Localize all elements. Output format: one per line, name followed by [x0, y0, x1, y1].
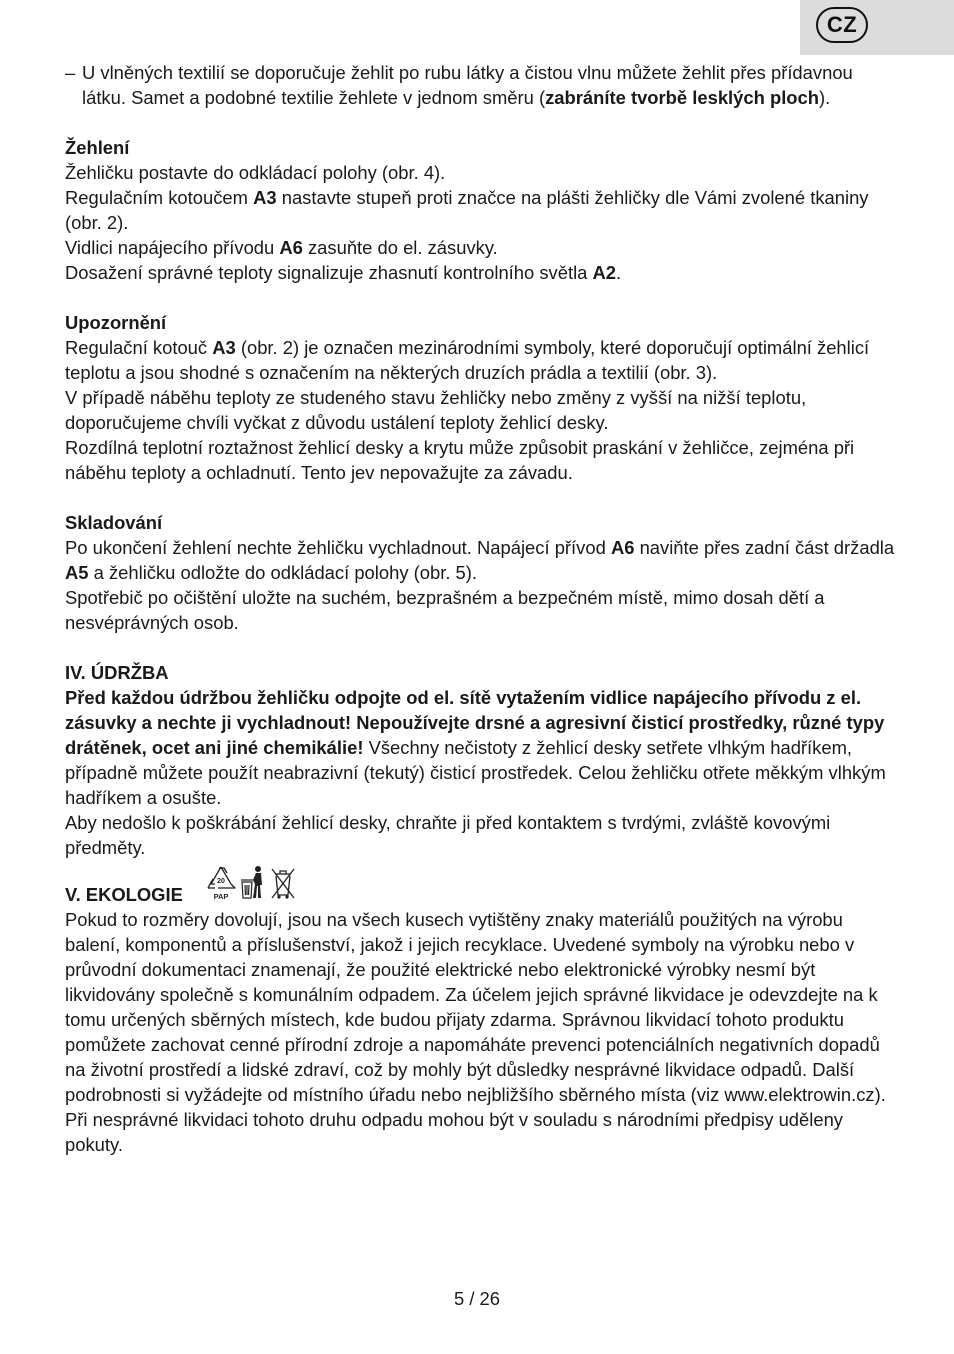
section-maintenance [65, 660, 895, 860]
svg-text:PAP: PAP [213, 892, 229, 901]
paragraph: Dosažení správné teploty signalizuje zhasnutí kontrolního světla A2. [65, 262, 622, 283]
section-title-ironing: Žehlení [65, 137, 130, 158]
paragraph: V případě náběhu teploty ze studeného stavu žehličky nebo změny z vyšší na nižší teplotu, doporučujeme chvíli vyčkat z důvodu ustálení teploty žehlicí desky. [65, 387, 807, 433]
wool-ironing-note: – U vlněných textilií se doporučuje žehlit po rubu látky a čistou vlnu můžete žehlit přes přídavnou látku. Samet a podobné textilie žehlete v jednom směru (zabráníte tvorbě lesklých ploch). [65, 62, 853, 108]
bullet-dash: – [65, 62, 76, 83]
section-title-storage: Skladování [65, 512, 163, 533]
paragraph: Vidlici napájecího přívodu A6 zasuňte do el. zásuvky. [65, 237, 498, 258]
section-warning [65, 310, 895, 485]
paragraph: Aby nedošlo k poškrábání žehlicí desky, chraňte ji před kontaktem s tvrdými, zvláště kovovými předměty. [65, 812, 831, 858]
paragraph: Regulačním kotoučem A3 nastavte stupeň proti značce na plášti žehličky dle Vámi zvolené tkaniny (obr. 2). [65, 187, 869, 233]
section-storage [65, 510, 895, 635]
paragraph: Před každou údržbou žehličku odpojte od el. sítě vytažením vidlice napájecího přívodu z el. zásuvky a nechte ji vychladnout! Nepoužívejte drsné a agresivní čisticí prostředky, různé typy drátěnek, ocet ani jiné chemikálie! Všechny nečistoty z žehlicí desky setřete vlhkým hadříkem, případně můžete použít neabrazivní (tekutý) čisticí prostředek. Celou žehličku otřete měkkým vlhkým hadříkem a osušte. [65, 687, 886, 808]
page-number: 5 / 26 [453, 1288, 500, 1309]
section-title-warning: Upozornění [65, 312, 167, 333]
crossed-bin-icon [269, 864, 297, 902]
paragraph: Žehličku postavte do odkládací polohy (obr. 4). [65, 162, 446, 183]
paragraph: Po ukončení žehlení nechte žehličku vychladnout. Napájecí přívod A6 naviňte přes zadní část držadla A5 a žehličku odložte do odkládací polohy (obr. 5). [65, 537, 895, 583]
recycle-icon [205, 864, 237, 902]
ecology-symbols [205, 864, 297, 902]
svg-text:20: 20 [217, 878, 225, 885]
section-title-maintenance: IV. ÚDRŽBA [65, 662, 169, 683]
tidyman-icon [239, 864, 267, 902]
language-tab [800, 0, 954, 55]
ecology-heading-row [65, 878, 895, 907]
paragraph: Spotřebič po očištění uložte na suchém, bezprašném a bezpečném místě, mimo dosah dětí a nesvéprávných osob. [65, 587, 825, 633]
paragraph: Regulační kotouč A3 (obr. 2) je označen mezinárodními symboly, které doporučují optimální žehlicí teplotu a jsou shodné s označením na některých druzích prádla a textilií (obr. 3). [65, 337, 870, 383]
paragraph: Při nesprávné likvidaci tohoto druhu odpadu mohou být v souladu s národními předpisy uděleny pokuty. [65, 1109, 843, 1155]
paragraph: Rozdílná teplotní roztažnost žehlicí desky a krytu může způsobit praskání v žehličce, zejména při náběhu teploty a ochladnutí. Tento jev nepovažujte za závadu. [65, 437, 855, 483]
section-title-ecology: V. EKOLOGIE [65, 884, 183, 905]
section-ecology [65, 878, 895, 1157]
manual-content [65, 60, 895, 1157]
language-badge: CZ [816, 7, 868, 43]
paragraph: Pokud to rozměry dovolují, jsou na všech kusech vytištěny znaky materiálů použitých na výrobu balení, komponentů a příslušenství, jakož i jejich recyklace. Uvedené symboly na výrobku nebo v průvodní dokumentaci znamenají, že použité elektrické nebo elektronické výrobky nesmí být likvidovány společně s komunálním odpadem. Za účelem jejich správné likvidace je odevzdejte na k tomu určených sběrných místech, kde budou přijaty zdarma. Správnou likvidací tohoto produktu pomůžete zachovat cenné přírodní zdroje a napomáháte prevenci potenciálních negativních dopadů na životní prostředí a lidské zdraví, což by mohly být důsledky nesprávné likvidace odpadů. Další podrobnosti si vyžádejte od místního úřadu nebo nejbližšího sběrného místa (viz www.elektrowin.cz). [65, 909, 886, 1105]
section-ironing [65, 135, 895, 285]
